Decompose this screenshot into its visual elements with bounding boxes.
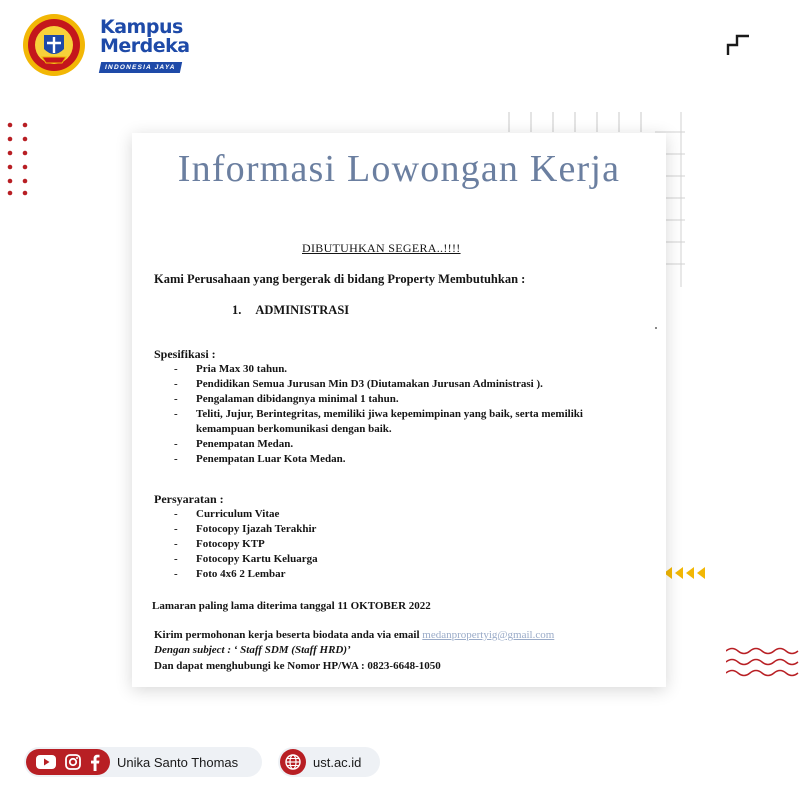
list-item: - Pengalaman dibidangnya minimal 1 tahun. <box>174 393 399 405</box>
list-item-text: Penempatan Luar Kota Medan. <box>196 453 346 465</box>
website-label[interactable]: ust.ac.id <box>313 755 362 770</box>
list-item: - Penempatan Medan. <box>174 438 294 450</box>
list-item-continuation: kemampuan berkomunikasi dengan baik. <box>196 423 392 435</box>
email-link[interactable]: medanpropertyig@gmail.com <box>422 629 555 641</box>
kampus-merdeka-logo <box>100 18 200 74</box>
list-item: - Curriculum Vitae <box>174 508 280 520</box>
position-number: 1. <box>232 303 242 317</box>
ruler-ticks-decoration <box>505 112 655 134</box>
facebook-icon[interactable] <box>90 754 100 771</box>
list-item-text: Fotocopy Ijazah Terakhir <box>196 523 317 535</box>
list-item-text: Fotocopy KTP <box>196 538 265 550</box>
instagram-icon[interactable] <box>65 754 81 770</box>
corner-steps-icon <box>726 34 750 56</box>
list-item-text: Pengalaman dibidangnya minimal 1 tahun. <box>196 393 399 405</box>
contact-subject-line: Dengan subject : ‘ Staff SDM (Staff HRD)’ <box>154 644 351 656</box>
social-icons <box>26 749 110 775</box>
specifications-list <box>174 362 614 467</box>
list-item-text: Penempatan Medan. <box>196 438 294 450</box>
kampus-merdeka-ribbon: INDONESIA JAYA <box>99 62 182 73</box>
position-name: ADMINISTRASI <box>255 303 350 317</box>
list-item: - Pria Max 30 tahun. <box>174 363 288 375</box>
urgent-heading: DIBUTUHKAN SEGERA..!!!! <box>302 241 461 255</box>
list-item: - Pendidikan Semua Jurusan Min D3 (Diutamakan Jurusan Administrasi ). <box>174 378 543 390</box>
university-logo <box>22 13 86 77</box>
list-item-text: Teliti, Jujur, Berintegritas, memiliki jiwa kepemimpinan yang baik, serta memiliki <box>196 408 583 420</box>
youtube-icon[interactable] <box>36 755 56 769</box>
list-item: - Fotocopy KTP <box>174 538 265 550</box>
list-item: - Teliti, Jujur, Berintegritas, memiliki jiwa kepemimpinan yang baik, serta memiliki kemampuan berkomunikasi dengan baik. <box>174 407 614 437</box>
university-seal-icon <box>22 13 86 77</box>
list-item-text: Pendidikan Semua Jurusan Min D3 (Diutamakan Jurusan Administrasi ). <box>196 378 543 390</box>
list-item: - Fotocopy Ijazah Terakhir <box>174 523 317 535</box>
position-title <box>232 303 349 318</box>
requirements-list <box>174 507 474 582</box>
requirements-label: Persyaratan : <box>154 492 224 506</box>
intro-text: Kami Perusahaan yang bergerak di bidang Property Membutuhkan : <box>154 272 526 286</box>
scan-speck <box>655 327 657 329</box>
list-item-text: Fotocopy Kartu Keluarga <box>196 553 318 565</box>
social-label[interactable]: Unika Santo Thomas <box>117 755 239 770</box>
kampus-merdeka-line1: Kampus <box>100 16 183 38</box>
list-item: - Penempatan Luar Kota Medan. <box>174 453 346 465</box>
globe-icon[interactable] <box>280 749 306 775</box>
contact-prefix: Kirim permohonan kerja beserta biodata anda via email <box>154 629 420 641</box>
list-item: - Foto 4x6 2 Lembar <box>174 568 286 580</box>
specifications-label: Spesifikasi : <box>154 347 216 361</box>
red-waves-decoration <box>726 646 800 680</box>
list-item: - Fotocopy Kartu Keluarga <box>174 553 318 565</box>
list-item-text: Pria Max 30 tahun. <box>196 363 288 375</box>
list-item-text: Curriculum Vitae <box>196 508 280 520</box>
contact-email-line <box>154 629 554 641</box>
chevrons-left-icon <box>664 567 710 579</box>
deadline-text: Lamaran paling lama diterima tanggal 11 OKTOBER 2022 <box>152 600 431 612</box>
red-dots-decoration <box>5 121 35 197</box>
contact-phone-line: Dan dapat menghubungi ke Nomor HP/WA : 0823-6648-1050 <box>154 660 441 672</box>
document-title: Informasi Lowongan Kerja <box>177 148 621 190</box>
list-item-text: Foto 4x6 2 Lembar <box>196 568 286 580</box>
job-vacancy-document <box>132 133 666 687</box>
kampus-merdeka-line2: Merdeka <box>100 35 190 57</box>
